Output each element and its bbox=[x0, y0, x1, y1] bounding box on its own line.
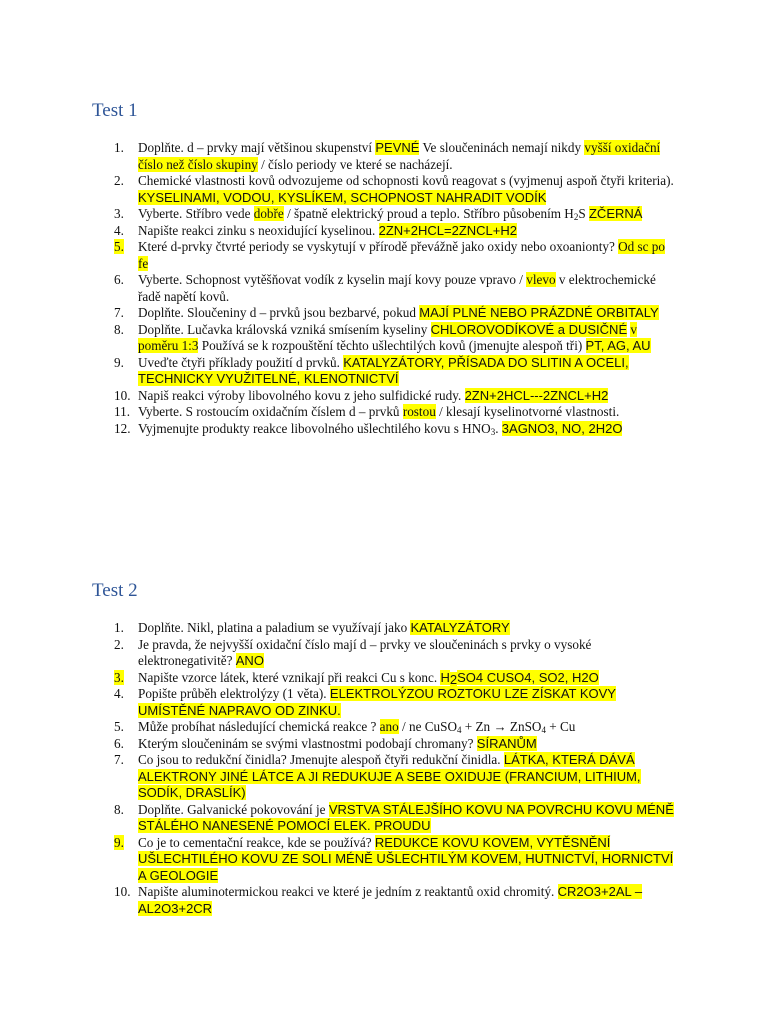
question-number: 6. bbox=[114, 272, 124, 287]
highlighted-choice: v poměru 1:3 bbox=[138, 321, 638, 353]
highlighted-answer: PT, AG, AU bbox=[585, 338, 651, 353]
question-number: 1. bbox=[114, 620, 124, 635]
question-text: Doplňte. Nikl, platina a paladium se využívají jako bbox=[138, 620, 411, 635]
question-number: 8. bbox=[114, 801, 124, 817]
highlighted-answer: KYSELINAMI, VODOU, KYSLÍKEM, SCHOPNOST NAHRADIT VODÍK bbox=[138, 189, 547, 205]
highlighted-answer: 3AGNO3, NO, 2H2O bbox=[501, 420, 623, 436]
question-item bbox=[114, 223, 674, 240]
test-2-question-list bbox=[114, 620, 674, 917]
question-number: 4. bbox=[114, 686, 124, 701]
question-text: + Zn → ZnSO bbox=[461, 719, 542, 734]
question-text: Doplňte. d – prvky mají většinou skupenství bbox=[138, 140, 376, 155]
question-item bbox=[114, 239, 674, 272]
question-number: 10. bbox=[114, 387, 131, 403]
question-item bbox=[114, 686, 674, 719]
question-item bbox=[114, 637, 674, 670]
question-text: Které d-prvky čtvrté periody se vyskytují v přírodě převážně jako oxidy nebo oxoanionty? bbox=[138, 239, 619, 254]
question-item bbox=[114, 140, 674, 173]
question-text: Doplňte. Lučavka královská vzniká smísením kyseliny bbox=[138, 321, 431, 337]
question-number: 5. bbox=[114, 719, 124, 734]
question-text: Napište reakci zinku s neoxidující kyselinou. bbox=[138, 222, 379, 238]
question-item bbox=[114, 835, 674, 885]
question-number-highlight: 9. bbox=[114, 834, 124, 850]
question-text: Uveďte čtyři příklady použití d prvků. bbox=[138, 354, 344, 370]
highlighted-answer: ZČERNÁ bbox=[588, 206, 643, 221]
question-text: Vyjmenujte produkty reakce libovolného ušlechtilého kovu s HNO bbox=[138, 420, 491, 436]
question-text: / ne CuSO bbox=[398, 719, 457, 734]
question-text: / klesají kyselinotvorné vlastnosti. bbox=[435, 404, 620, 419]
highlighted-answer: 2ZN+2HCL---2ZNCL+H2 bbox=[464, 387, 609, 403]
question-item bbox=[114, 670, 674, 687]
question-text: v elektrochemické řadě napětí kovů. bbox=[138, 272, 656, 304]
highlighted-answer: LÁTKA, KTERÁ DÁVÁ ALEKTRONY JINÉ LÁTCE A JI REDUKUJE A SEBE OXIDUJE (FRANCIUM, LITHIUM, SODÍK, DRASLÍK) bbox=[138, 752, 641, 800]
question-item bbox=[114, 752, 674, 802]
question-text: Doplňte. Sloučeniny d – prvků jsou bezbarvé, pokud bbox=[138, 305, 420, 320]
question-text: / špatně elektrický proud a teplo. Stříbro působením H bbox=[283, 206, 574, 221]
highlighted-answer: KATALYZÁTORY bbox=[410, 620, 510, 635]
question-number-highlight: 3. bbox=[114, 669, 124, 685]
question-number: 6. bbox=[114, 735, 124, 751]
question-number: 7. bbox=[114, 305, 124, 320]
question-item bbox=[114, 206, 674, 223]
question-item bbox=[114, 719, 674, 736]
question-text: Co jsou to redukční činidla? Jmenujte alespoň čtyři redukční činidla. bbox=[138, 752, 504, 767]
question-text: Může probíhat následující chemická reakce ? bbox=[138, 719, 380, 734]
question-text: Chemické vlastnosti kovů odvozujeme od schopnosti kovů reagovat s (vyjmenuj aspoň čtyři kriteria). bbox=[138, 173, 674, 188]
question-item bbox=[114, 388, 674, 405]
question-item bbox=[114, 802, 674, 835]
question-item bbox=[114, 305, 674, 322]
question-text: . bbox=[495, 420, 502, 436]
question-text: Je pravda, že nejvyšší oxidační číslo mají d – prvky ve sloučeninách s prvky o vysoké elektronegativitě? bbox=[138, 636, 592, 668]
question-text: Používá se k rozpouštění těchto ušlechtilých kovů (jmenujte alespoň tři) bbox=[198, 338, 586, 353]
question-number: 3. bbox=[114, 206, 124, 221]
highlighted-choice: vlevo bbox=[526, 272, 556, 287]
question-item bbox=[114, 173, 674, 206]
question-number: 7. bbox=[114, 752, 124, 767]
question-text: Vyberte. Schopnost vytěšňovat vodík z kyselin mají kovy pouze vpravo / bbox=[138, 272, 527, 287]
highlighted-choice: ano bbox=[379, 719, 399, 734]
question-number: 8. bbox=[114, 321, 124, 337]
subscript: 3 bbox=[490, 426, 496, 437]
question-text: Doplňte. Galvanické pokovování je bbox=[138, 801, 329, 817]
question-text: Popište průběh elektrolýzy (1 věta). bbox=[138, 686, 330, 701]
question-text: Kterým sloučeninám se svými vlastnostmi podobají chromany? bbox=[138, 735, 477, 751]
highlighted-answer: CHLOROVODÍKOVÉ a DUSIČNÉ bbox=[430, 321, 628, 337]
question-number: 1. bbox=[114, 140, 124, 155]
highlighted-answer: MAJÍ PLNÉ NEBO PRÁZDNÉ ORBITALY bbox=[419, 305, 659, 320]
question-number-highlight: 5. bbox=[114, 239, 124, 254]
subscript: 4 bbox=[541, 725, 546, 735]
question-item bbox=[114, 404, 674, 421]
question-number: 4. bbox=[114, 222, 124, 238]
question-text: Napiš reakci výroby libovolného kovu z jeho sulfidické rudy. bbox=[138, 387, 465, 403]
test-1-question-list bbox=[114, 140, 674, 437]
highlighted-answer: H bbox=[440, 669, 450, 685]
question-text: Co je to cementační reakce, kde se používá? bbox=[138, 834, 375, 850]
question-text: Ve sloučeninách nemají nikdy bbox=[419, 140, 585, 155]
question-text: Vyberte. Stříbro vede bbox=[138, 206, 254, 221]
question-text: / číslo periody ve které se nacházejí. bbox=[257, 156, 453, 172]
question-item bbox=[114, 322, 674, 355]
highlighted-answer: 2ZN+2HCL=2ZNCL+H2 bbox=[378, 222, 517, 238]
highlighted-answer: SÍRANŮM bbox=[476, 735, 537, 751]
question-number: 11. bbox=[114, 404, 130, 419]
question-number: 9. bbox=[114, 354, 124, 370]
question-item bbox=[114, 620, 674, 637]
highlighted-answer: ANO bbox=[235, 653, 264, 668]
question-text: Vyberte. S rostoucím oxidačním číslem d – prvků bbox=[138, 404, 403, 419]
highlighted-answer: ELEKTROLÝZOU ROZTOKU LZE ZÍSKAT KOVY UMÍSTĚNÉ NAPRAVO OD ZINKU. bbox=[138, 686, 616, 718]
highlighted-answer: VRSTVA STÁLEJŠÍHO KOVU NA POVRCHU KOVU MÉNĚ STÁLÉHO NANESENÉ POMOCÍ ELEK. PROUDU bbox=[138, 801, 674, 833]
highlighted-answer: CR2O3+2AL – AL2O3+2CR bbox=[138, 884, 643, 916]
highlighted-choice: dobře bbox=[253, 206, 284, 221]
highlighted-choice: Od sc po fe bbox=[138, 239, 665, 271]
question-item bbox=[114, 355, 674, 388]
subscript: 2 bbox=[573, 212, 579, 222]
question-text: Napište aluminotermickou reakci ve které je jedním z reaktantů oxid chromitý. bbox=[138, 884, 558, 899]
subscript: 4 bbox=[456, 725, 462, 735]
subscript: 2 bbox=[449, 671, 458, 687]
test-1-heading: Test 1 bbox=[92, 100, 138, 121]
question-text: + Cu bbox=[545, 719, 576, 734]
question-item bbox=[114, 421, 674, 438]
highlighted-choice: rostou bbox=[402, 404, 436, 419]
highlighted-answer: PEVNÉ bbox=[375, 140, 420, 155]
question-number: 2. bbox=[114, 636, 124, 652]
question-number: 10. bbox=[114, 884, 131, 899]
question-item bbox=[114, 736, 674, 753]
test-2-heading: Test 2 bbox=[92, 580, 138, 601]
question-item bbox=[114, 884, 674, 917]
highlighted-answer: KATALYZÁTORY, PŘÍSADA DO SLITIN A OCELI, TECHNICKY VYUŽITELNÉ, KLENOTNICTVÍ bbox=[138, 354, 629, 386]
question-text: S bbox=[578, 206, 589, 221]
question-number bbox=[114, 670, 136, 687]
question-number: 2. bbox=[114, 173, 124, 188]
question-number: 12. bbox=[114, 420, 131, 436]
question-number bbox=[114, 239, 136, 256]
highlighted-answer: REDUKCE KOVU KOVEM, VYTĚSNĚNÍ UŠLECHTILÉHO KOVU ZE SOLI MÉNĚ UŠLECHTILÝM KOVEM, HUTNICTVÍ, HORNICTVÍ A GEOLOGIE bbox=[138, 834, 674, 883]
question-item bbox=[114, 272, 674, 305]
highlighted-answer: SO4 CUSO4, SO2, H2O bbox=[457, 669, 599, 685]
highlighted-choice: vyšší oxidační číslo než číslo skupiny bbox=[138, 140, 661, 172]
question-text: Napište vzorce látek, které vznikají při reakci Cu s konc. bbox=[138, 669, 441, 685]
question-number bbox=[114, 835, 136, 852]
